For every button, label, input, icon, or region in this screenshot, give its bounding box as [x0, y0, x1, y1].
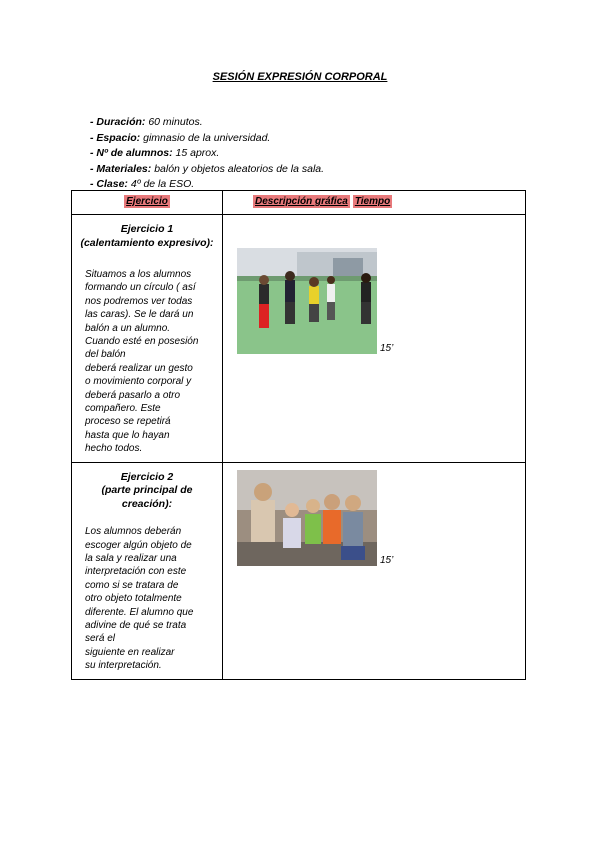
info-materials: - Materiales: balón y objetos aleatorios de la sala. [90, 162, 325, 175]
table-header-row [72, 191, 526, 215]
graphic-cell [223, 462, 526, 679]
header-exercise [72, 191, 223, 215]
exercise-description: Los alumnos deberán escoger algún objeto de la sala y realizar una interpretación con este como si se tratara de otro objeto totalmente diferente. El alumno que adivine de qué se trata será el siguiente en realizar su interpretación. [85, 526, 194, 672]
exercise-description: Situamos a los alumnos formando un círculo ( así nos podremos ver todas las caras). Se le dará un balón a un alumno. Cuando esté en posesión del balón deberá realizar un gesto o movimiento corporal y deberá pasarlo a otro compañero. Este proceso se repetirá hasta que lo hayan hecho todos. [85, 269, 199, 455]
exercise-cell [72, 215, 223, 463]
exercise-time: 15’ [380, 554, 394, 566]
header-description-label: Descripción gráfica [255, 196, 348, 207]
table-row [72, 462, 526, 679]
warmup-photo [237, 248, 377, 354]
exercise-table [71, 190, 526, 680]
exercise-time: 15’ [380, 343, 394, 354]
exercise-cell [72, 462, 223, 679]
info-space: - Espacio: gimnasio de la universidad. [90, 131, 271, 144]
exercise-title: Ejercicio 2 (parte principal de creación): [101, 470, 193, 510]
info-students: - Nº de alumnos: 15 aprox. [90, 147, 220, 159]
exercise-title: Ejercicio 1 (calentamiento expresivo): [80, 223, 214, 249]
creation-photo [237, 470, 377, 566]
table-row [72, 215, 526, 463]
info-class: - Clase: 4º de la ESO. [90, 178, 195, 190]
info-duration: - Duración: 60 minutos. [90, 116, 203, 128]
header-time-label: Tiempo [354, 196, 391, 207]
header-description [223, 191, 526, 215]
header-exercise-label: Ejercicio [126, 196, 168, 207]
graphic-cell [223, 215, 526, 463]
session-info-list [90, 115, 324, 193]
page-title: SESIÓN EXPRESIÓN CORPORAL [212, 71, 388, 83]
